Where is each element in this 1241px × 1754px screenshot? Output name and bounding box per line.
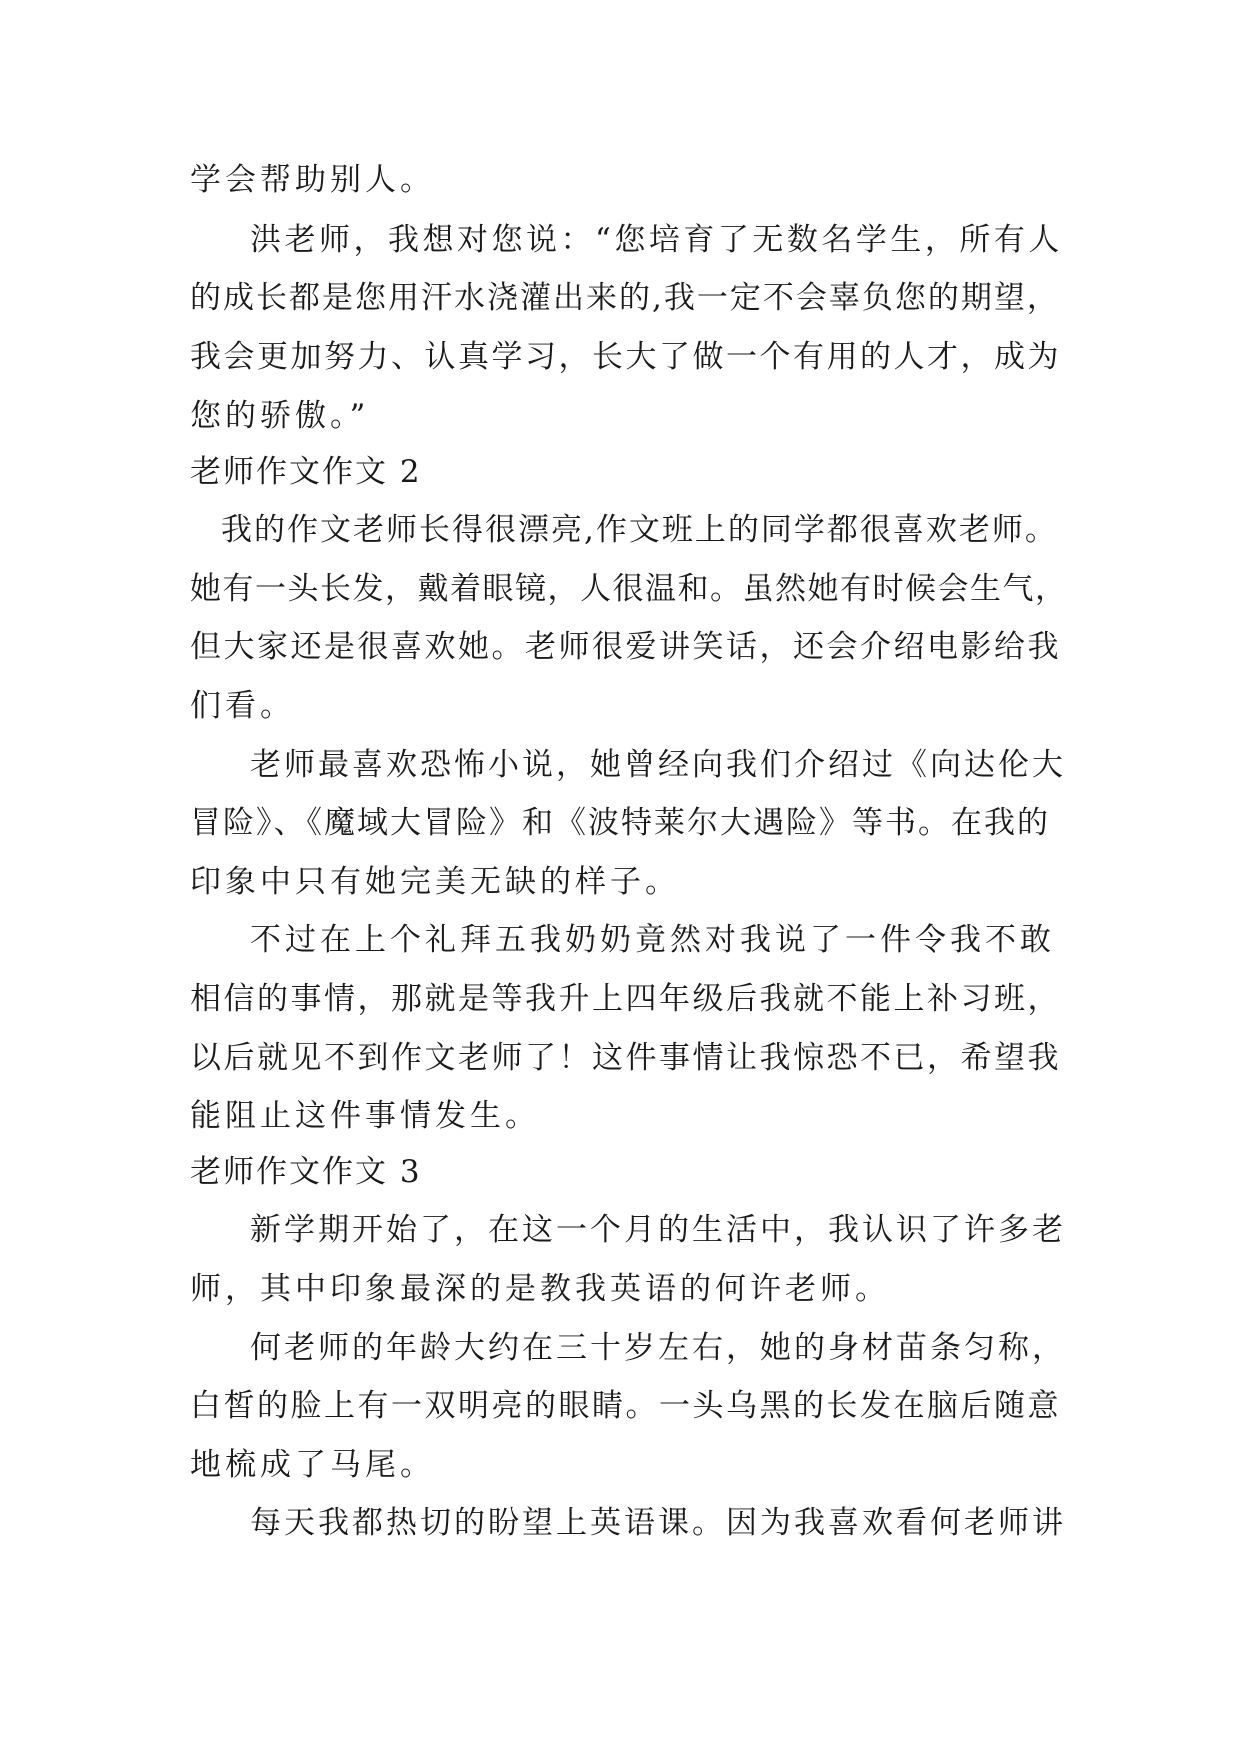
text-line: 学会帮助别人。 <box>190 162 435 198</box>
text-line: 您的骄傲。” <box>190 398 370 434</box>
text-line: 何老师的年龄大约在三十岁左右，她的身材苗条匀称， <box>250 1330 1066 1366</box>
text-line: 冒险》、《魔域大冒险》和《波特莱尔大遇险》等书。在我的 <box>190 805 1050 841</box>
section-heading: 老师作文作文 3 <box>190 1154 422 1190</box>
text-line: 师，其中印象最深的是教我英语的何许老师。 <box>190 1271 890 1307</box>
section-heading: 老师作文作文 2 <box>190 454 422 490</box>
text-line: 她有一头长发，戴着眼镜，人很温和。虽然她有时候会生气， <box>190 571 1068 607</box>
text-line: 我会更加努力、认真学习，长大了做一个有用的人才，成为 <box>190 339 1061 375</box>
text-line: 不过在上个礼拜五我奶奶竟然对我说了一件令我不敢 <box>250 922 1055 958</box>
text-line: 印象中只有她完美无缺的样子。 <box>190 864 680 900</box>
text-line: 但大家还是很喜欢她。老师很爱讲笑话，还会介绍电影给我 <box>190 629 1061 665</box>
text-line: 地梳成了马尾。 <box>190 1447 435 1483</box>
text-line: 白皙的脸上有一双明亮的眼睛。一头乌黑的长发在脑后随意 <box>190 1388 1061 1424</box>
text-line: 每天我都热切的盼望上英语课。因为我喜欢看何老师讲 <box>250 1505 1066 1541</box>
text-line: 我的作文老师长得很漂亮,作文班上的同学都很喜欢老师。 <box>221 512 1058 548</box>
text-line: 的成长都是您用汗水浇灌出来的,我一定不会辜负您的期望， <box>190 280 1060 316</box>
text-line: 能阻止这件事情发生。 <box>190 1098 540 1134</box>
text-line: 以后就见不到作文老师了！这件事情让我惊恐不已，希望我 <box>190 1040 1061 1076</box>
text-line: 洪老师，我想对您说：“您培育了无数名学生，所有人 <box>250 222 1063 258</box>
text-line: 老师最喜欢恐怖小说，她曾经向我们介绍过《向达伦大 <box>250 747 1066 783</box>
text-line: 新学期开始了，在这一个月的生活中，我认识了许多老 <box>250 1212 1066 1248</box>
text-line: 们看。 <box>190 688 295 724</box>
text-line: 相信的事情，那就是等我升上四年级后我就不能上补习班， <box>190 981 1061 1017</box>
